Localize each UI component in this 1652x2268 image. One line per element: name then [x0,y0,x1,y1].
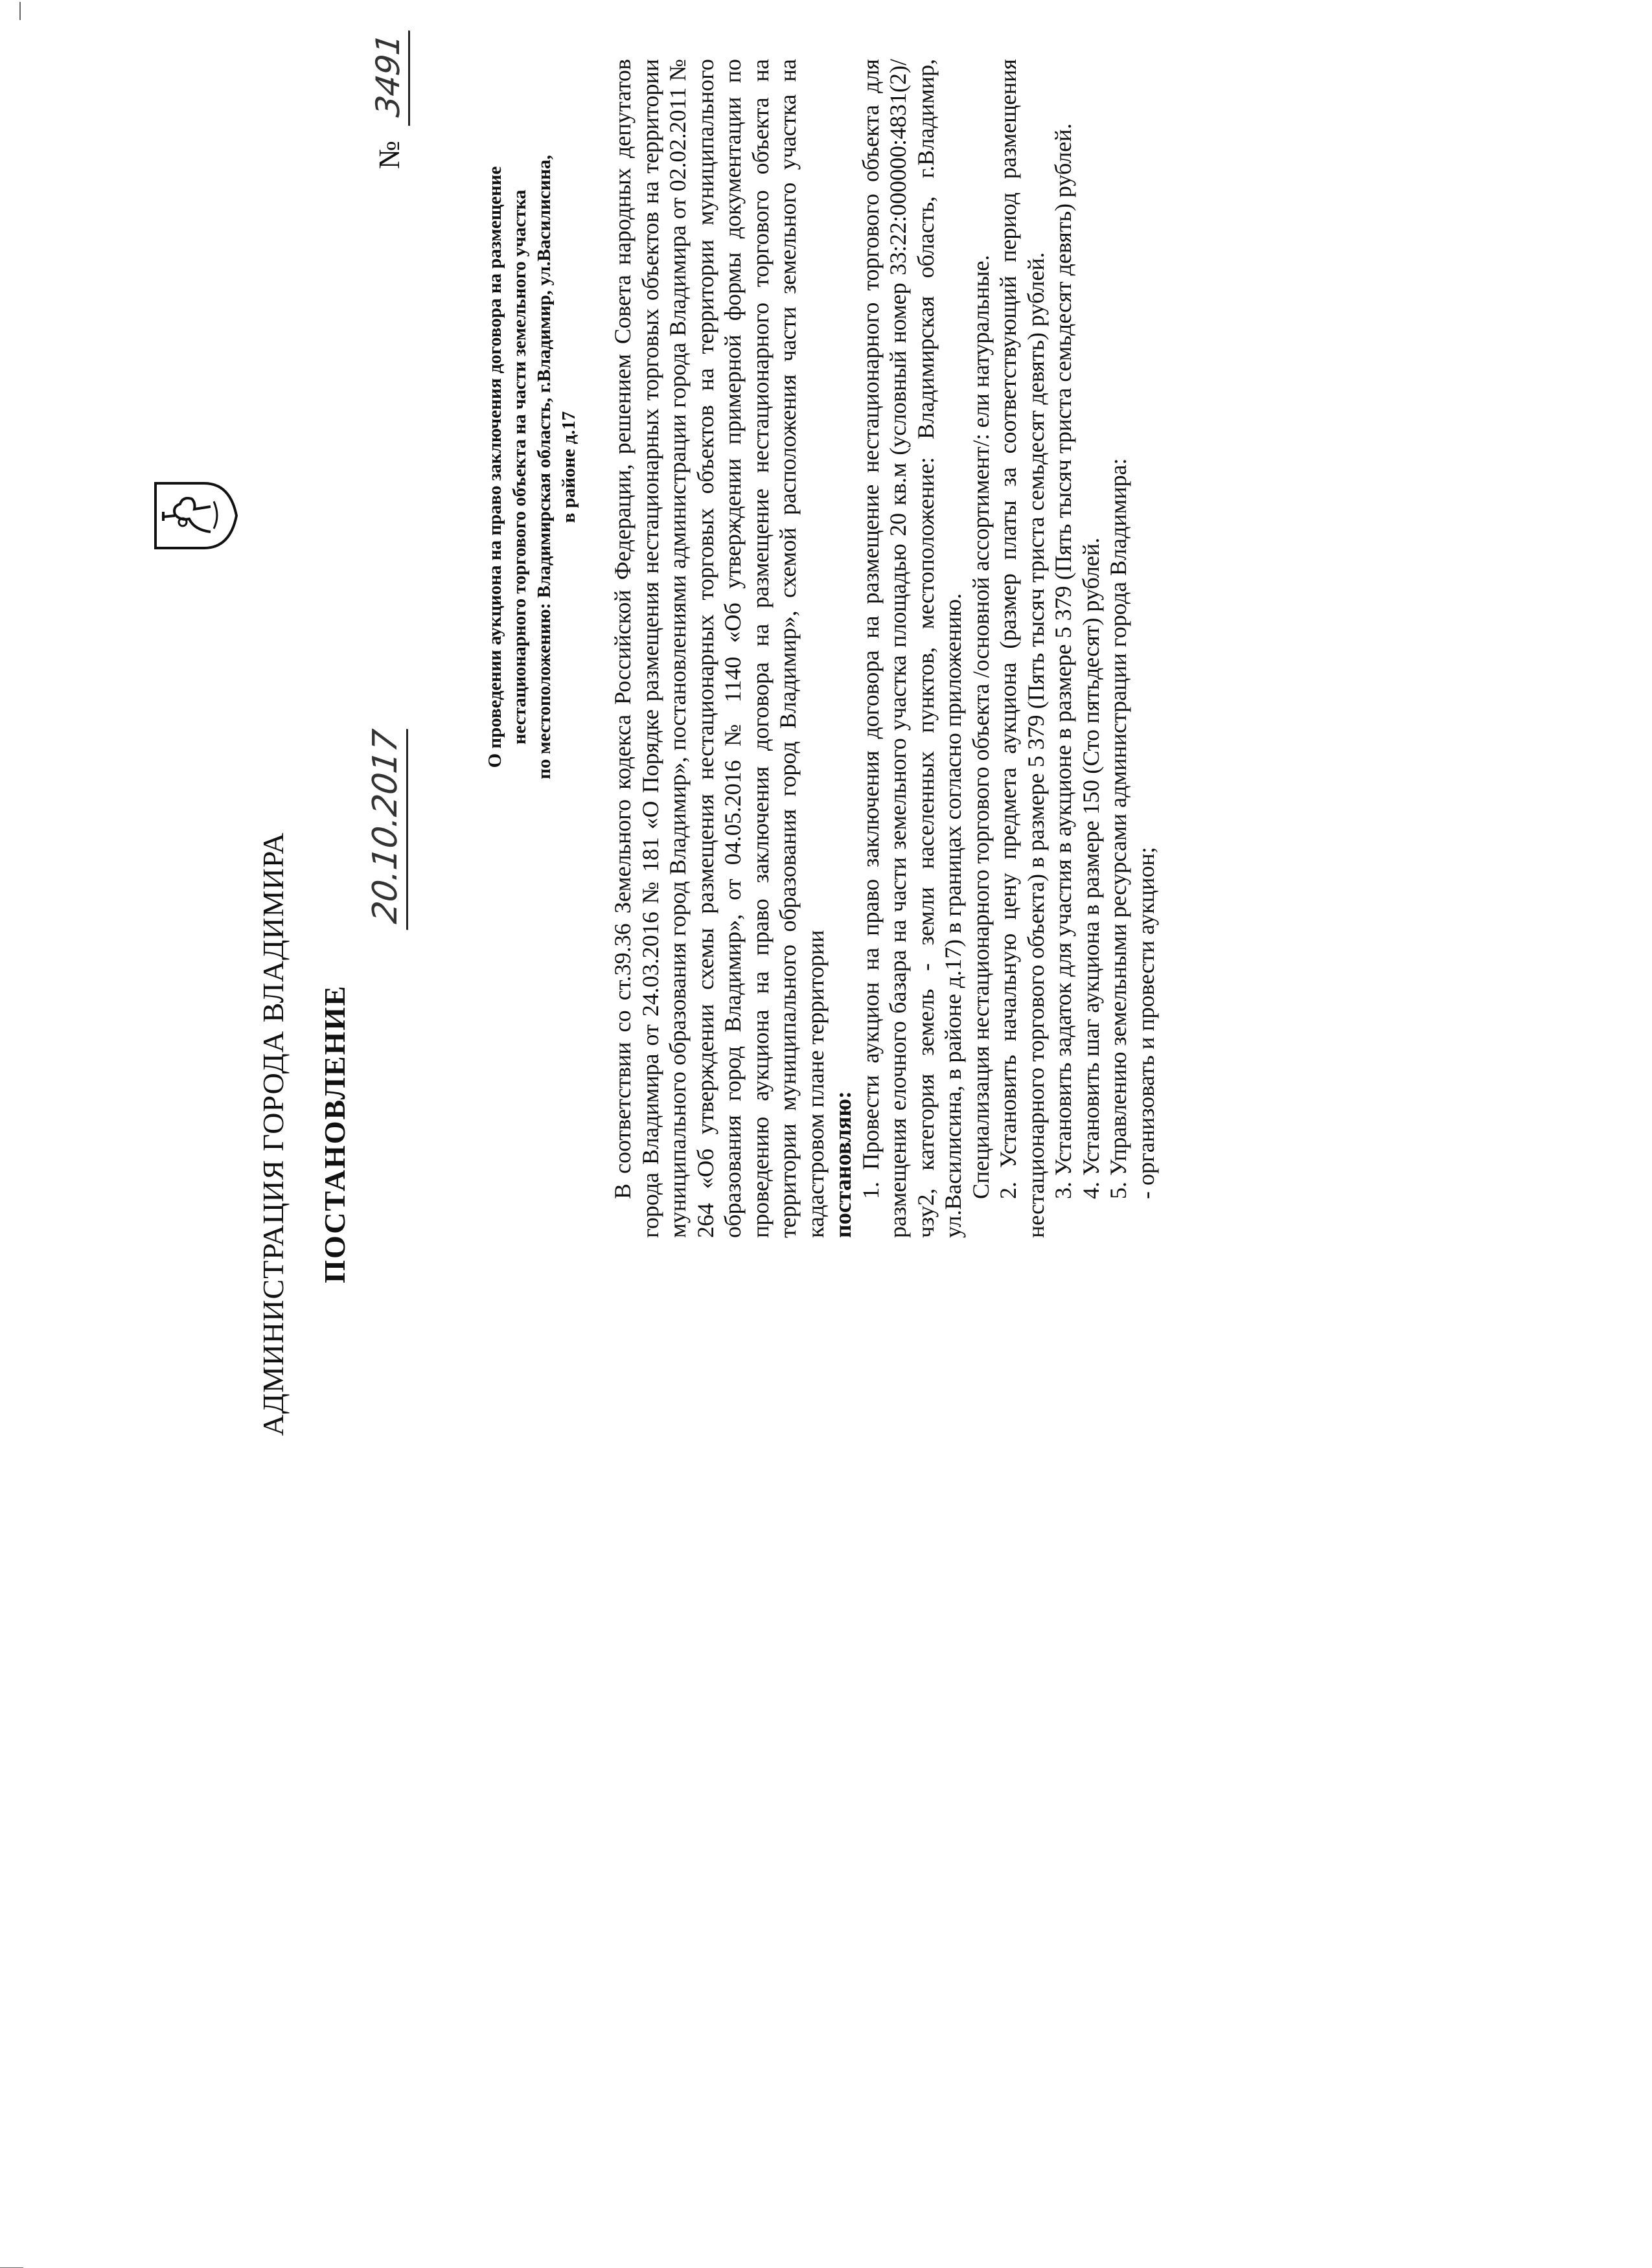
item-4: 4. Установить шаг аукциона в размере 150 (Сто пятьдесят) рублей. [1077,537,1104,1199]
item-1: 1. Провести аукцион на право заключения договора на размещение нестационарного торгового объекта для размещения елочного базара на части земельного участка площадью 20 кв.м (условный номер 33:22:000000:4831(2)/чзу2, категория земель - земли населенных пунктов, местоположение: Владимирская область, г.Владимир, ул.Василисина, в районе д.17) в границах согласно приложению. [857,59,966,1238]
vladimir-coat-of-arms-icon [149,477,240,555]
document-date: 20.10.2017 [366,724,408,930]
subject-line: по местоположению: Владимирская область, г.Владимир, ул.Василисина, [534,155,555,779]
document-body [609,59,1160,1238]
subject-line: нестационарного торгового объекта на части земельного участка [509,189,530,745]
document-kind: ПОСТАНОВЛЕНИЕ [318,985,351,1283]
item-2: 2. Установить начальную цену предмета аукциона (размер платы за соответствующий период размещения нестационарного торгового объекта) в размере 5 379 (Пять тысяч триста семьдесят девять) рублей. [995,59,1049,1238]
subject-line: О проведении аукциона на право заключения договора на размещение [485,166,505,768]
item-5-sub-1: - организовать и провести аукцион; [1132,847,1159,1199]
organization-title: АДМИНИСТРАЦИЯ ГОРОДА ВЛАДИМИРА [257,832,290,1436]
number-label: № [373,141,406,169]
number-value: 3491 [369,25,410,126]
item-5: 5. Управлению земельными ресурсами администрации города Владимира: [1105,458,1131,1199]
subject-line: в районе д.17 [558,411,579,523]
item-1-specialization: Специализация нестационарного торгового объекта /основной ассортимент/: ели натуральные. [967,255,994,1199]
item-3: 3. Установить задаток для участия в аукционе в размере 5 379 (Пять тысяч триста семьдесят девять) рублей. [1050,123,1076,1199]
scan-mark [19,2,21,20]
document-number [369,27,410,169]
document-subject [483,78,581,856]
resolve-word: постановляю: [830,1091,856,1238]
preamble-paragraph: В соответствии со ст.39.36 Земельного кодекса Российской Федерации, решением Совета народных депутатов города Владимира от 24.03.2016 № 181 «О Порядке размещения нестационарных торговых объектов на территории муниципального образования город Владимир», постановлениями администрации города Владимира от 02.02.2011 № 264 «Об утверждении схемы размещения нестационарных торговых объектов на территории муниципального образования город Владимир», от 04.05.2016 № 1140 «Об утверждении примерной формы документации по проведению аукциона на право заключения договора на размещение нестационарного торгового объекта на территории муниципального образования город Владимир», схемой расположения части земельного участка на кадастровом плане территории [610,59,829,1238]
